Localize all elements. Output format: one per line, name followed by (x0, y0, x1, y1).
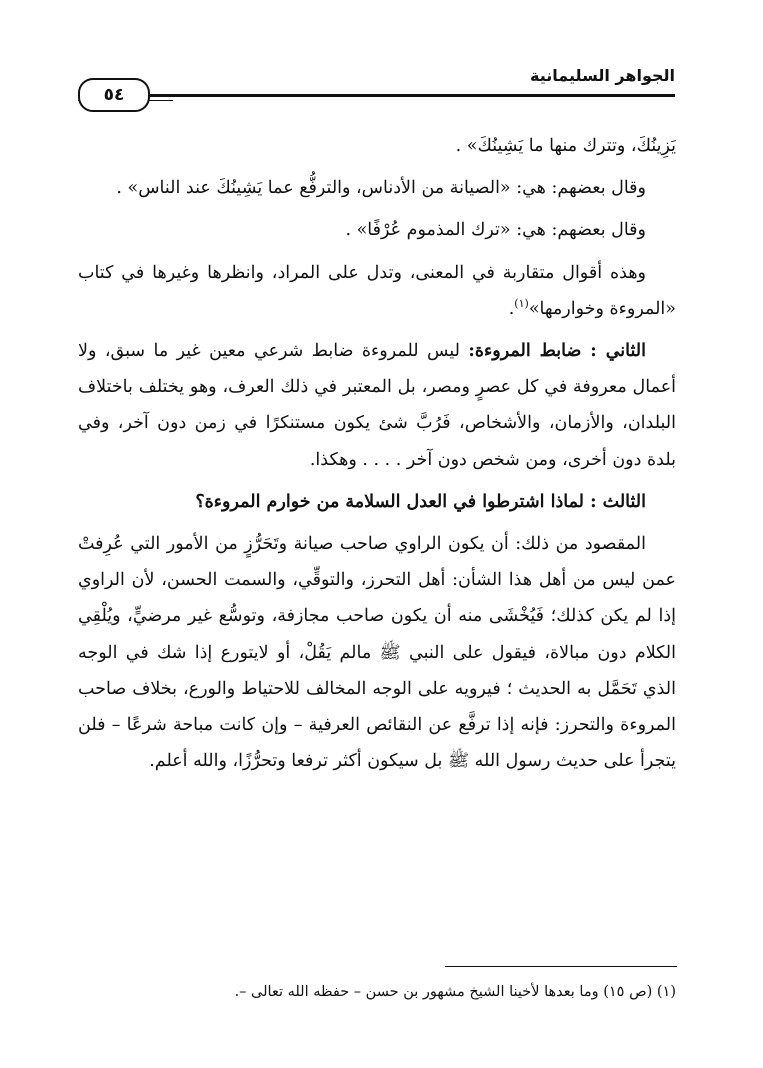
paragraph-2: وقال بعضهم: هي: «الصيانة من الأدناس، والترفُّع عما يَشِينُكَ عند الناس» . (116, 178, 646, 199)
page-number: ٥٤ (103, 85, 125, 105)
header-rule (78, 94, 675, 97)
page-header (78, 64, 675, 104)
paragraph-4-text: وهذه أقوال متقاربة في المعنى، وتدل على المراد، وانظرها وغيرها في كتاب «المروءة وخوارمها» (78, 262, 676, 319)
paragraph-4 (78, 255, 676, 327)
section-2-text: ليس للمروءة ضابط شرعي معين غير ما سبق، ولا أعمال معروفة في كل عصرٍ ومصر، بل المعتبر في ذلك العرف، وهو يختلف باختلاف البلدان، والأزمان، والأشخاص، فَرُبَّ شئ يكون مستنكرًا في زمن دون آخر، وفي بلدة دون أخرى، ومن شخص دون آخر . . . . وهكذا. (78, 341, 676, 470)
paragraph-4-end: . (508, 298, 515, 319)
paragraph-7: المقصود من ذلك: أن يكون الراوي صاحب صيانة وتَحَرُّزٍ من الأمور التي عُرِفتْ عمن ليس من أهل هذا الشأن: أهل التحرز، والتوقِّي، والسمت الحسن، لأن الراوي إذا لم يكن كذلك؛ فَيُخْشَى منه أن يكون صاحب مجازفة، وتوسُّع غير مرضيٍّ، ويُلْقِي الكلام دون مبالاة، فيقول على النبي ﷺ مالم يَقُلْ، أو لايتورع إذا شك في الوجه الذي تَحَمَّل به الحديث ؛ فيرويه على الوجه المخالف للاحتياط والورع، بخلاف صاحب المروءة والتحرز: فإنه إذا ترفَّع عن النقائص العرفية – وإن كانت مباحة شرعًا – فلن يتجرأ على حديث رسول الله ﷺ بل سيكون أكثر ترفعا وتحرُّزًا، والله أعلم. (78, 534, 677, 772)
paragraph-1: يَزِينُكَ، وتترك منها ما يَشِينُكَ» . (455, 136, 676, 156)
footnote: (١) (ص ١٥) وما بعدها لأخينا الشيخ مشهور بن حسن – حفظه الله تعالى –. (234, 984, 676, 1000)
page-number-badge (78, 78, 150, 112)
main-text (78, 128, 676, 785)
book-title: الجواهر السليمانية (530, 66, 675, 85)
section-3-heading: الثالث : لماذا اشترطوا في العدل السلامة من خوارم المروءة؟ (195, 491, 646, 512)
section-2-label: الثاني : ضابط المروءة: (468, 341, 646, 362)
footnote-ref: (١) (514, 296, 529, 310)
footnote-rule (445, 966, 677, 967)
paragraph-3: وقال بعضهم: هي: «ترك المذموم عُرْفًا» . (345, 220, 646, 241)
paragraph-5 (78, 333, 676, 478)
